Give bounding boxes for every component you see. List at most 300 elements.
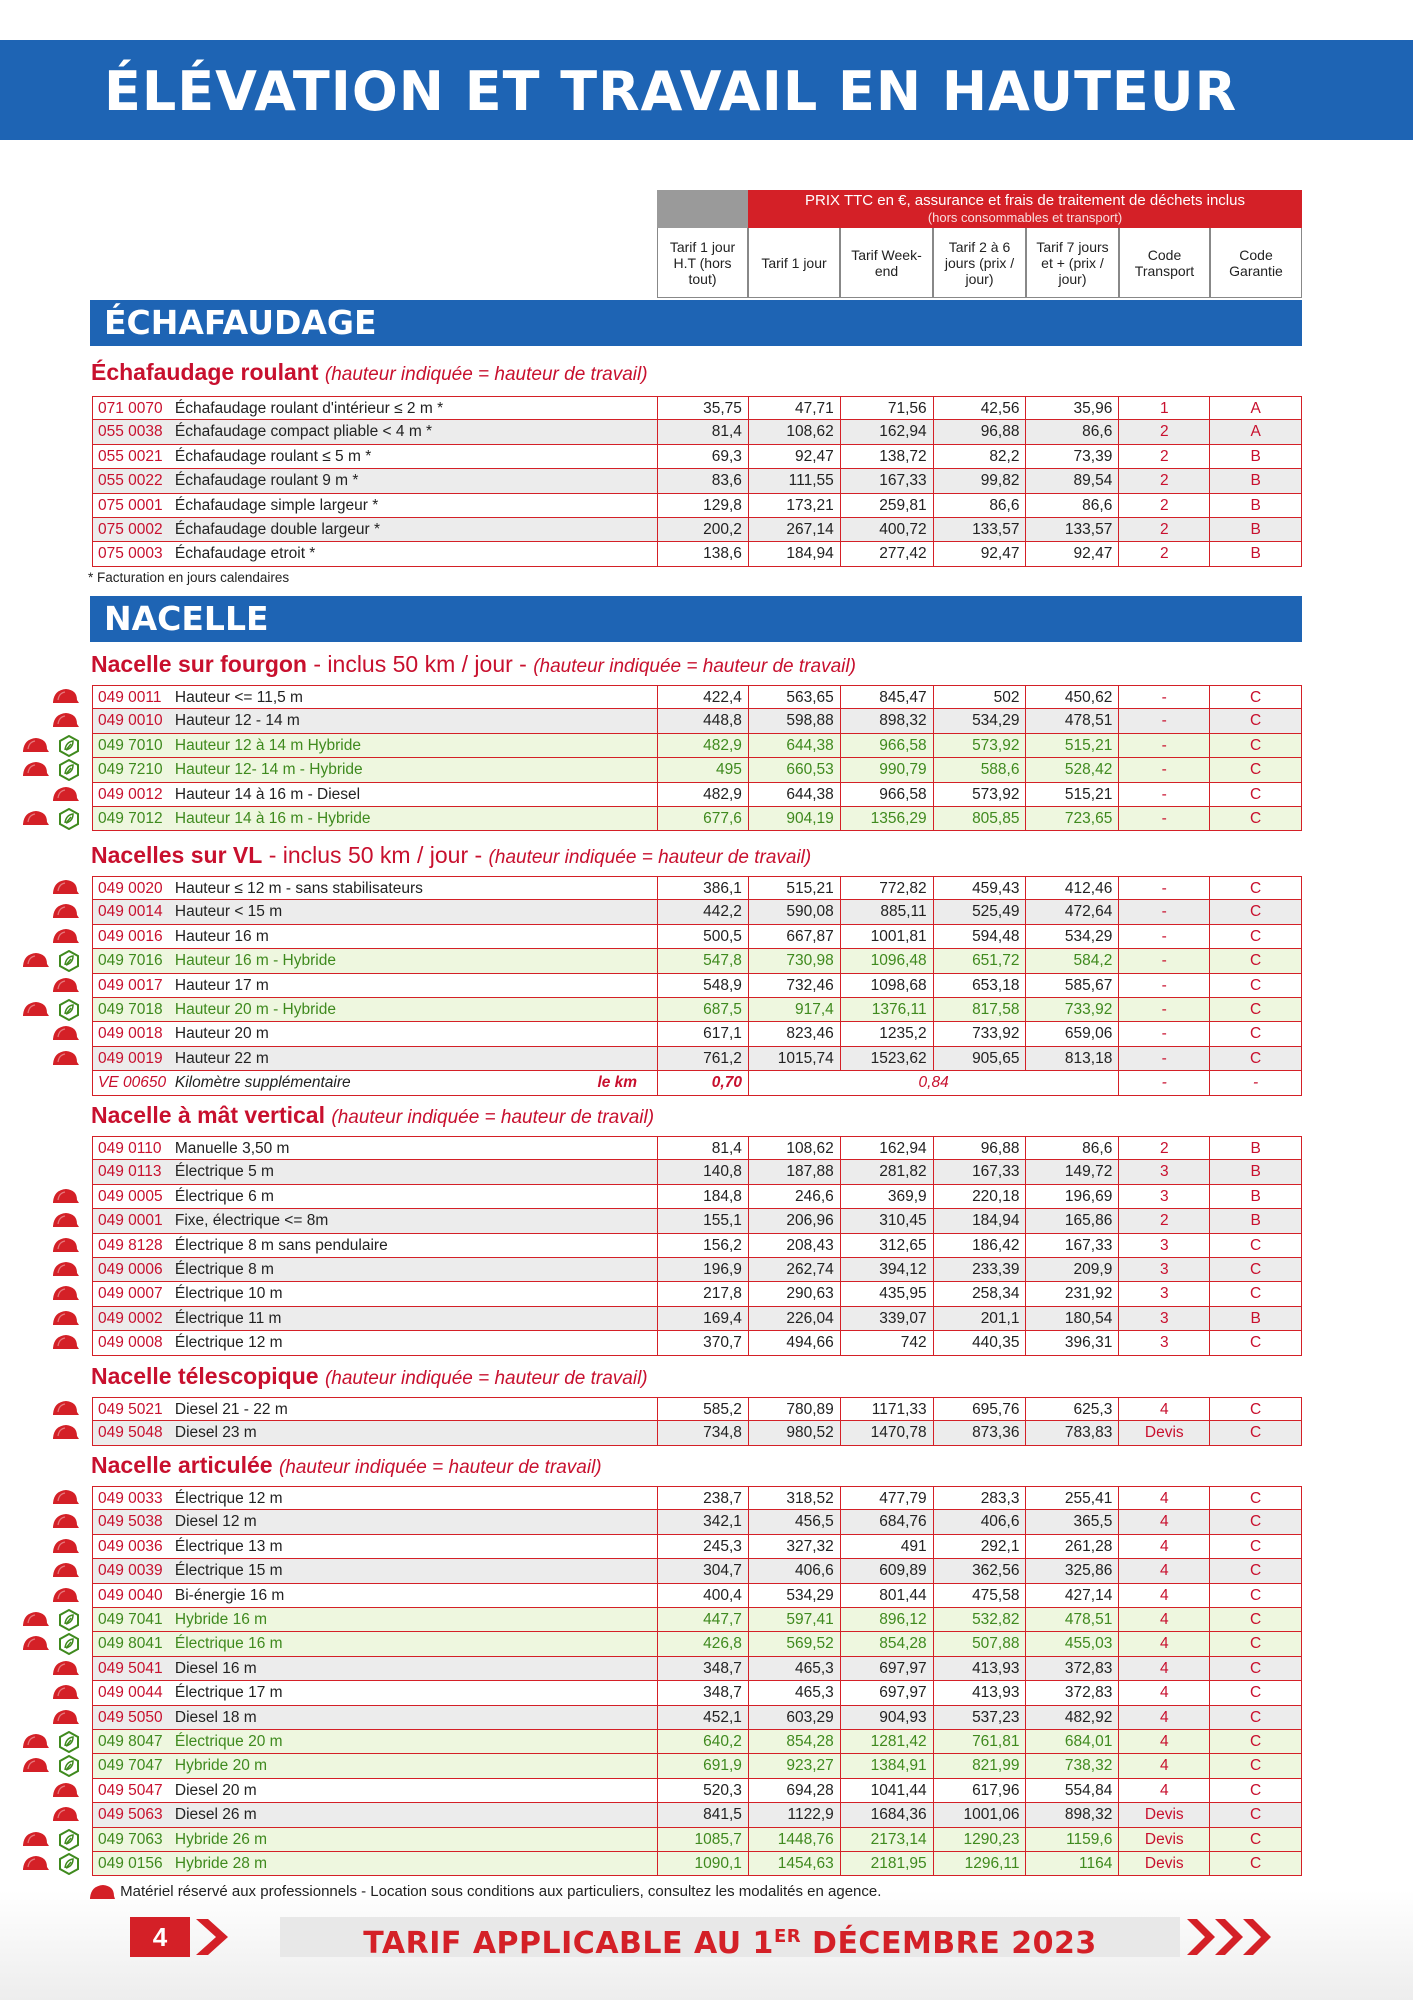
- price-cell: 966,58: [840, 783, 933, 806]
- price-cell: 917,4: [748, 998, 840, 1021]
- transport-code: 3: [1118, 1160, 1209, 1183]
- guarantee-code: C: [1209, 1047, 1301, 1070]
- price-cell: 206,96: [748, 1209, 840, 1232]
- price-cell: 677,6: [657, 807, 748, 830]
- guarantee-code: B: [1209, 542, 1301, 565]
- hybrid-leaf-icon: [58, 999, 80, 1021]
- price-cell: 966,58: [840, 734, 933, 757]
- price-cell: 1001,81: [840, 925, 933, 948]
- price-cell: 81,4: [657, 420, 748, 443]
- guarantee-code: C: [1209, 758, 1301, 781]
- price-cell: 92,47: [748, 445, 840, 468]
- price-cell: 226,04: [748, 1307, 840, 1330]
- price-cell: 196,69: [1025, 1185, 1118, 1208]
- price-cell: 500,5: [657, 925, 748, 948]
- article-label: Hauteur 14 à 16 m - Diesel: [174, 785, 361, 803]
- guarantee-code: C: [1209, 807, 1301, 830]
- price-cell: 406,6: [748, 1559, 840, 1582]
- price-cell: 200,2: [657, 518, 748, 541]
- price-cell: 723,65: [1025, 807, 1118, 830]
- price-cell: 155,1: [657, 1209, 748, 1232]
- price-cell: 167,33: [933, 1160, 1026, 1183]
- price-cell: 348,7: [657, 1681, 748, 1704]
- row-icons: [22, 1803, 92, 1827]
- group-title: [91, 1451, 602, 1479]
- guarantee-code: C: [1209, 1258, 1301, 1281]
- price-cell: 569,52: [748, 1632, 840, 1655]
- helmet-icon: [22, 1855, 50, 1872]
- helmet-icon: [52, 688, 80, 705]
- helmet-icon: [52, 1261, 80, 1278]
- row-icons: [22, 1828, 92, 1852]
- price-cell: 898,32: [1025, 1803, 1118, 1826]
- guarantee-code: C: [1209, 1022, 1301, 1045]
- transport-code: 3: [1118, 1331, 1209, 1354]
- group-km-note: - inclus 50 km / jour -: [306, 651, 534, 677]
- price-cell: 738,32: [1025, 1754, 1118, 1777]
- guarantee-code: C: [1209, 925, 1301, 948]
- row-icons: [22, 1779, 92, 1803]
- article-label: Électrique 11 m: [174, 1309, 282, 1327]
- table-row: [92, 876, 1302, 900]
- price-cell: 187,88: [748, 1160, 840, 1183]
- price-cell: 2173,14: [840, 1828, 933, 1851]
- price-cell: 440,35: [933, 1331, 1026, 1354]
- transport-code: 3: [1118, 1234, 1209, 1257]
- article-code: 049 0036: [98, 1537, 163, 1555]
- group-note: (hauteur indiquée = hauteur de travail): [278, 1457, 602, 1478]
- section-band: ÉCHAFAUDAGE: [90, 300, 1302, 346]
- price-cell: 691,9: [657, 1754, 748, 1777]
- article-code: 049 0156: [98, 1855, 163, 1872]
- price-cell: 304,7: [657, 1559, 748, 1582]
- transport-code: 3: [1118, 1282, 1209, 1305]
- price-cell: 854,28: [840, 1632, 933, 1655]
- price-cell: 92,47: [933, 542, 1026, 565]
- price-cell: 348,7: [657, 1657, 748, 1680]
- table-row: [92, 1559, 1302, 1583]
- article-code: 049 0019: [98, 1049, 163, 1067]
- article-label: Hybride 20 m: [174, 1757, 268, 1775]
- transport-code: 4: [1118, 1584, 1209, 1607]
- price-cell: 167,33: [840, 469, 933, 492]
- article-code: 049 0113: [98, 1163, 162, 1181]
- price-cell: 245,3: [657, 1535, 748, 1558]
- helmet-icon: [22, 1733, 50, 1750]
- article-code: 049 7210: [98, 761, 163, 779]
- price-cell: 312,65: [840, 1234, 933, 1257]
- article-label: Hybride 28 m: [174, 1855, 268, 1872]
- guarantee-code: -: [1209, 1071, 1301, 1094]
- column-header: Tarif 2 à 6 jours (prix / jour): [933, 228, 1026, 298]
- price-cell: 475,58: [933, 1584, 1026, 1607]
- row-icons: [22, 1234, 92, 1258]
- guarantee-code: C: [1209, 1535, 1301, 1558]
- price-cell: 138,6: [657, 542, 748, 565]
- price-cell: 520,3: [657, 1779, 748, 1802]
- price-cell: 167,33: [1025, 1234, 1118, 1257]
- article-code: 049 0018: [98, 1025, 163, 1043]
- table-row: [92, 1510, 1302, 1534]
- transport-code: Devis: [1118, 1852, 1209, 1875]
- helmet-icon: [52, 1806, 80, 1823]
- price-cell: 35,75: [657, 397, 748, 419]
- article-label: Échafaudage roulant ≤ 5 m *: [174, 447, 372, 465]
- price-cell: 89,54: [1025, 469, 1118, 492]
- guarantee-code: C: [1209, 1730, 1301, 1753]
- column-header: Code Garantie: [1210, 228, 1302, 298]
- price-cell: 1356,29: [840, 807, 933, 830]
- price-cell: 532,82: [933, 1608, 1026, 1631]
- helmet-icon: [52, 1188, 80, 1205]
- table-row: [92, 1608, 1302, 1632]
- price-cell: 217,8: [657, 1282, 748, 1305]
- guarantee-code: C: [1209, 783, 1301, 806]
- article-code: 049 0008: [98, 1334, 163, 1352]
- article-code: 071 0070: [98, 400, 163, 417]
- row-icons: [22, 900, 92, 924]
- price-cell: 898,32: [840, 709, 933, 732]
- km-row: [92, 1071, 1302, 1095]
- price-cell: 1171,33: [840, 1398, 933, 1420]
- transport-code: -: [1118, 998, 1209, 1021]
- price-cell: 400,4: [657, 1584, 748, 1607]
- table-row: [92, 518, 1302, 542]
- helmet-icon: [22, 1757, 50, 1774]
- transport-code: 4: [1118, 1398, 1209, 1420]
- guarantee-code: C: [1209, 709, 1301, 732]
- price-cell: 482,9: [657, 783, 748, 806]
- price-cell: 780,89: [748, 1398, 840, 1420]
- transport-code: -: [1118, 709, 1209, 732]
- transport-code: 4: [1118, 1779, 1209, 1802]
- price-cell: 427,14: [1025, 1584, 1118, 1607]
- table-row: [92, 1632, 1302, 1656]
- table-row: [92, 1779, 1302, 1803]
- row-icons: [22, 1486, 92, 1510]
- price-cell: 465,3: [748, 1681, 840, 1704]
- price-cell: 1041,44: [840, 1779, 933, 1802]
- table-row: [92, 949, 1302, 973]
- article-label: Hauteur < 15 m: [174, 903, 283, 921]
- row-icons: [22, 1307, 92, 1331]
- transport-code: 2: [1118, 542, 1209, 565]
- price-cell: 573,92: [933, 734, 1026, 757]
- price-cell: 625,3: [1025, 1398, 1118, 1420]
- transport-code: 1: [1118, 397, 1209, 419]
- price-cell: 515,21: [1025, 734, 1118, 757]
- guarantee-code: C: [1209, 974, 1301, 997]
- article-code: 049 5021: [98, 1401, 163, 1418]
- price-cell: 980,52: [748, 1421, 840, 1444]
- helmet-icon: [52, 1334, 80, 1351]
- article-code: 049 7063: [98, 1830, 163, 1848]
- price-cell: 394,12: [840, 1258, 933, 1281]
- article-code: 049 5048: [98, 1424, 163, 1442]
- article-label: Hybride 16 m: [174, 1611, 268, 1628]
- price-cell: 585,67: [1025, 974, 1118, 997]
- price-cell: 651,72: [933, 949, 1026, 972]
- price-cell: 585,2: [657, 1398, 748, 1420]
- article-label: Échafaudage roulant 9 m *: [174, 472, 359, 490]
- transport-code: 4: [1118, 1632, 1209, 1655]
- transport-code: 2: [1118, 445, 1209, 468]
- price-cell: 885,11: [840, 900, 933, 923]
- article-code: 049 7010: [98, 736, 163, 754]
- article-code: 049 0020: [98, 880, 163, 897]
- price-cell: 730,98: [748, 949, 840, 972]
- helmet-icon: [52, 903, 80, 920]
- price-cell: 478,51: [1025, 1608, 1118, 1631]
- row-icons: [22, 1681, 92, 1705]
- price-cell: 220,18: [933, 1185, 1026, 1208]
- article-code: 055 0022: [98, 472, 163, 490]
- price-cell: 292,1: [933, 1535, 1026, 1558]
- price-cell: 47,71: [748, 397, 840, 419]
- price-cell: 162,94: [840, 1137, 933, 1159]
- price-cell: 82,2: [933, 445, 1026, 468]
- price-cell: 1523,62: [840, 1047, 933, 1070]
- group-note: (hauteur indiquée = hauteur de travail): [324, 364, 648, 385]
- km-price-ttc: 0,84: [748, 1071, 1118, 1094]
- group-title: [91, 841, 811, 869]
- transport-code: 3: [1118, 1307, 1209, 1330]
- price-cell: 327,32: [748, 1535, 840, 1558]
- price-cell: 548,9: [657, 974, 748, 997]
- hybrid-leaf-icon: [58, 1731, 80, 1753]
- price-cell: 231,92: [1025, 1282, 1118, 1305]
- price-cell: 1684,36: [840, 1803, 933, 1826]
- article-label: Hauteur 17 m: [174, 976, 269, 994]
- article-label: Hybride 26 m: [174, 1830, 268, 1848]
- group-name: Nacelle à mât vertical: [91, 1102, 325, 1128]
- price-cell: 990,79: [840, 758, 933, 781]
- helmet-icon: [52, 1587, 80, 1604]
- guarantee-code: C: [1209, 1331, 1301, 1354]
- price-cell: 99,82: [933, 469, 1026, 492]
- price-cell: 1001,06: [933, 1803, 1026, 1826]
- transport-code: 3: [1118, 1258, 1209, 1281]
- table-row: [92, 1397, 1302, 1421]
- price-cell: 801,44: [840, 1584, 933, 1607]
- article-code: 049 0011: [98, 689, 162, 706]
- price-cell: 426,8: [657, 1632, 748, 1655]
- table-row: [92, 709, 1302, 733]
- price-cell: 1448,76: [748, 1828, 840, 1851]
- row-icons: [22, 1258, 92, 1282]
- guarantee-code: B: [1209, 518, 1301, 541]
- guarantee-code: C: [1209, 1487, 1301, 1509]
- helmet-icon: [88, 1883, 116, 1901]
- group-name: Nacelles sur VL: [91, 842, 263, 868]
- price-cell: 184,94: [933, 1209, 1026, 1232]
- price-cell: 644,38: [748, 783, 840, 806]
- table-row: [92, 900, 1302, 924]
- table-row: [92, 1852, 1302, 1876]
- price-cell: 156,2: [657, 1234, 748, 1257]
- transport-code: 2: [1118, 1137, 1209, 1159]
- price-cell: 339,07: [840, 1307, 933, 1330]
- price-cell: 594,48: [933, 925, 1026, 948]
- article-code: 049 0001: [98, 1212, 163, 1230]
- price-cell: 186,42: [933, 1234, 1026, 1257]
- price-cell: 873,36: [933, 1421, 1026, 1444]
- price-cell: 238,7: [657, 1487, 748, 1509]
- guarantee-code: C: [1209, 1282, 1301, 1305]
- column-header: Tarif 7 jours et + (prix / jour): [1026, 228, 1119, 298]
- row-icons: [22, 1209, 92, 1233]
- transport-code: -: [1118, 807, 1209, 830]
- table-row: [92, 1754, 1302, 1778]
- row-icons: [22, 1421, 92, 1445]
- guarantee-code: C: [1209, 734, 1301, 757]
- group-title: [91, 1362, 648, 1390]
- row-icons: [22, 998, 92, 1022]
- transport-code: 4: [1118, 1487, 1209, 1509]
- price-note: [748, 190, 1302, 228]
- price-cell: 588,6: [933, 758, 1026, 781]
- km-unit: le km: [597, 1074, 638, 1092]
- price-cell: 783,83: [1025, 1421, 1118, 1444]
- price-cell: 73,39: [1025, 445, 1118, 468]
- price-cell: 687,5: [657, 998, 748, 1021]
- price-cell: 494,66: [748, 1331, 840, 1354]
- price-cell: 396,31: [1025, 1331, 1118, 1354]
- price-cell: 491: [840, 1535, 933, 1558]
- price-cell: 111,55: [748, 469, 840, 492]
- article-label: Hauteur 22 m: [174, 1049, 269, 1067]
- price-cell: 267,14: [748, 518, 840, 541]
- column-header: Tarif 1 jour: [748, 228, 840, 298]
- group-km-note: - inclus 50 km / jour -: [262, 842, 489, 868]
- transport-code: Devis: [1118, 1421, 1209, 1444]
- price-cell: 196,9: [657, 1258, 748, 1281]
- guarantee-code: B: [1209, 494, 1301, 517]
- price-cell: 140,8: [657, 1160, 748, 1183]
- price-cell: 667,87: [748, 925, 840, 948]
- price-cell: 923,27: [748, 1754, 840, 1777]
- transport-code: -: [1118, 734, 1209, 757]
- price-cell: 310,45: [840, 1209, 933, 1232]
- price-cell: 261,28: [1025, 1535, 1118, 1558]
- helmet-icon: [22, 1001, 50, 1018]
- price-cell: 456,5: [748, 1510, 840, 1533]
- price-cell: 455,03: [1025, 1632, 1118, 1655]
- transport-code: 4: [1118, 1706, 1209, 1729]
- article-label: Électrique 5 m: [174, 1163, 274, 1181]
- row-icons: [22, 1754, 92, 1778]
- article-label: Électrique 8 m: [174, 1261, 274, 1278]
- table-row: [92, 925, 1302, 949]
- price-cell: 406,6: [933, 1510, 1026, 1533]
- article-code: 049 8047: [98, 1733, 163, 1750]
- price-cell: 81,4: [657, 1137, 748, 1159]
- group-name: Nacelle télescopique: [91, 1363, 319, 1389]
- article-label: [173, 1071, 657, 1094]
- transport-code: -: [1118, 1047, 1209, 1070]
- guarantee-code: C: [1209, 949, 1301, 972]
- column-header: Tarif Week-end: [840, 228, 933, 298]
- price-cell: 180,54: [1025, 1307, 1118, 1330]
- guarantee-code: C: [1209, 1828, 1301, 1851]
- price-cell: 184,8: [657, 1185, 748, 1208]
- legend-note-row: [88, 1883, 881, 1901]
- guarantee-code: B: [1209, 469, 1301, 492]
- helmet-icon: [22, 1611, 50, 1628]
- price-cell: 478,51: [1025, 709, 1118, 732]
- transport-code: -: [1118, 900, 1209, 923]
- row-icons: [22, 1510, 92, 1534]
- table-row: [92, 420, 1302, 444]
- row-icons: [22, 1584, 92, 1608]
- price-cell: 86,6: [1025, 420, 1118, 443]
- row-icons: [22, 925, 92, 949]
- guarantee-code: C: [1209, 1657, 1301, 1680]
- price-cell: 208,43: [748, 1234, 840, 1257]
- price-cell: 1384,91: [840, 1754, 933, 1777]
- price-cell: 841,5: [657, 1803, 748, 1826]
- price-cell: 609,89: [840, 1559, 933, 1582]
- article-code: 049 0110: [98, 1140, 162, 1157]
- article-label: Manuelle 3,50 m: [174, 1140, 290, 1157]
- hybrid-leaf-icon: [58, 1853, 80, 1875]
- hybrid-leaf-icon: [58, 808, 80, 830]
- guarantee-code: A: [1209, 420, 1301, 443]
- article-code: 049 0033: [98, 1490, 163, 1507]
- ht-header-cap: [657, 190, 748, 228]
- price-cell: 905,65: [933, 1047, 1026, 1070]
- group-note: (hauteur indiquée = hauteur de travail): [533, 656, 856, 677]
- price-cell: 603,29: [748, 1706, 840, 1729]
- price-cell: 2181,95: [840, 1852, 933, 1875]
- helmet-icon: [52, 1285, 80, 1302]
- price-cell: 495: [657, 758, 748, 781]
- table-row: [92, 974, 1302, 998]
- helmet-icon: [52, 786, 80, 803]
- helmet-icon: [22, 1831, 50, 1848]
- price-note-text: PRIX TTC en €, assurance et frais de traitement de déchets inclus: [805, 192, 1245, 209]
- row-icons: [22, 1331, 92, 1355]
- transport-code: -: [1118, 949, 1209, 972]
- price-cell: 1164: [1025, 1852, 1118, 1875]
- article-code: 049 8128: [98, 1236, 163, 1254]
- hybrid-leaf-icon: [58, 950, 80, 972]
- price-cell: 695,76: [933, 1398, 1026, 1420]
- price-cell: 435,95: [840, 1282, 933, 1305]
- price-cell: 369,9: [840, 1185, 933, 1208]
- article-code: 049 0017: [98, 976, 163, 994]
- price-cell: 342,1: [657, 1510, 748, 1533]
- page-title: ÉLÉVATION ET TRAVAIL EN HAUTEUR: [104, 60, 1238, 123]
- article-code: 049 5047: [98, 1781, 163, 1799]
- group-note: (hauteur indiquée = hauteur de travail): [324, 1368, 648, 1389]
- page-number: 4: [130, 1917, 190, 1957]
- price-cell: 452,1: [657, 1706, 748, 1729]
- table-row: [92, 469, 1302, 493]
- helmet-icon: [52, 1660, 80, 1677]
- transport-code: 4: [1118, 1535, 1209, 1558]
- table-row: [92, 1331, 1302, 1355]
- article-label: Hauteur 20 m: [174, 1025, 269, 1043]
- price-cell: 448,8: [657, 709, 748, 732]
- article-code: 049 0012: [98, 785, 163, 803]
- table-row: [92, 494, 1302, 518]
- price-cell: 149,72: [1025, 1160, 1118, 1183]
- group-name: Nacelle articulée: [91, 1452, 273, 1478]
- table-row: [92, 445, 1302, 469]
- hybrid-leaf-icon: [58, 1829, 80, 1851]
- article-code: 049 5041: [98, 1659, 163, 1677]
